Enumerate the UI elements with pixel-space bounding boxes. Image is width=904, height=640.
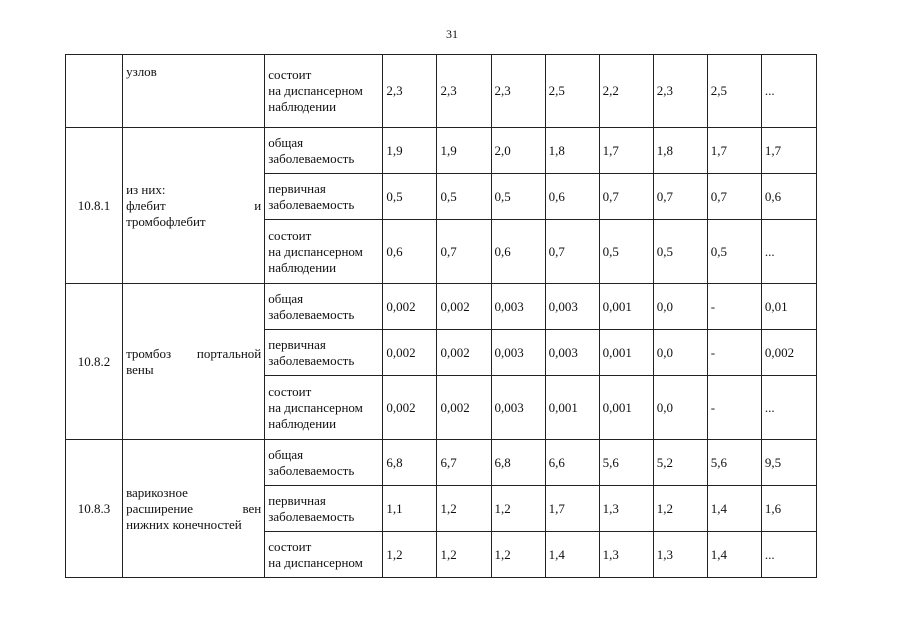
value-cell: 0,5 bbox=[437, 174, 491, 220]
indicator-cell: первичная заболеваемость bbox=[265, 330, 383, 376]
value-cell: 9,5 bbox=[761, 440, 816, 486]
value-cell: 2,5 bbox=[545, 55, 599, 128]
value-cell: 0,002 bbox=[383, 284, 437, 330]
value-cell: 0,0 bbox=[653, 330, 707, 376]
value-cell: 1,4 bbox=[707, 532, 761, 578]
value-cell: ... bbox=[761, 55, 816, 128]
value-cell: 1,4 bbox=[707, 486, 761, 532]
page-number: 31 bbox=[446, 27, 458, 41]
value-cell: 0,7 bbox=[653, 174, 707, 220]
value-cell: 0,6 bbox=[545, 174, 599, 220]
value-cell: 0,002 bbox=[383, 330, 437, 376]
value-cell: 1,2 bbox=[491, 486, 545, 532]
row-name: узлов bbox=[123, 55, 265, 128]
value-cell: 0,0 bbox=[653, 376, 707, 440]
value-cell: 0,002 bbox=[437, 284, 491, 330]
value-cell: 0,001 bbox=[599, 284, 653, 330]
table-row bbox=[66, 284, 817, 330]
value-cell: 6,6 bbox=[545, 440, 599, 486]
value-cell: ... bbox=[761, 532, 816, 578]
indicator-cell: состоит на диспансерном наблюдении bbox=[265, 376, 383, 440]
table-row bbox=[66, 440, 817, 486]
value-cell: 0,0 bbox=[653, 284, 707, 330]
value-cell: 1,9 bbox=[383, 128, 437, 174]
value-cell: ... bbox=[761, 220, 816, 284]
value-cell: 0,002 bbox=[437, 376, 491, 440]
indicator-cell: состоит на диспансерном наблюдении bbox=[265, 55, 383, 128]
value-cell: 5,6 bbox=[707, 440, 761, 486]
value-cell: 1,8 bbox=[653, 128, 707, 174]
value-cell: 0,002 bbox=[761, 330, 816, 376]
value-cell: 0,5 bbox=[383, 174, 437, 220]
value-cell: 0,7 bbox=[707, 174, 761, 220]
value-cell: 5,6 bbox=[599, 440, 653, 486]
value-cell: 1,3 bbox=[599, 486, 653, 532]
value-cell: 1,6 bbox=[761, 486, 816, 532]
table-row bbox=[66, 55, 817, 128]
value-cell: 0,6 bbox=[491, 220, 545, 284]
value-cell: 0,5 bbox=[491, 174, 545, 220]
value-cell: 1,3 bbox=[653, 532, 707, 578]
value-cell: 6,7 bbox=[437, 440, 491, 486]
value-cell: 2,5 bbox=[707, 55, 761, 128]
value-cell: 0,6 bbox=[383, 220, 437, 284]
value-cell: - bbox=[707, 330, 761, 376]
row-code: 10.8.2 bbox=[66, 284, 123, 440]
value-cell: 2,0 bbox=[491, 128, 545, 174]
row-code bbox=[66, 55, 123, 128]
value-cell: 1,4 bbox=[545, 532, 599, 578]
value-cell: 0,7 bbox=[437, 220, 491, 284]
value-cell: 1,7 bbox=[545, 486, 599, 532]
value-cell: 0,5 bbox=[599, 220, 653, 284]
value-cell: 6,8 bbox=[383, 440, 437, 486]
value-cell: 0,002 bbox=[437, 330, 491, 376]
value-cell: 0,7 bbox=[599, 174, 653, 220]
value-cell: 1,1 bbox=[383, 486, 437, 532]
value-cell: 0,003 bbox=[491, 376, 545, 440]
row-name: тромбоз портальной вены bbox=[123, 284, 265, 440]
value-cell: 0,001 bbox=[599, 376, 653, 440]
value-cell: 5,2 bbox=[653, 440, 707, 486]
value-cell: 2,3 bbox=[437, 55, 491, 128]
value-cell: 0,003 bbox=[491, 284, 545, 330]
value-cell: 1,7 bbox=[707, 128, 761, 174]
value-cell: 6,8 bbox=[491, 440, 545, 486]
value-cell: 1,2 bbox=[491, 532, 545, 578]
value-cell: 1,2 bbox=[383, 532, 437, 578]
value-cell: 2,3 bbox=[491, 55, 545, 128]
value-cell: 1,7 bbox=[599, 128, 653, 174]
value-cell: 2,3 bbox=[653, 55, 707, 128]
value-cell: - bbox=[707, 376, 761, 440]
indicator-cell: первичная заболеваемость bbox=[265, 486, 383, 532]
value-cell: 1,9 bbox=[437, 128, 491, 174]
indicator-cell: состоит на диспансерном наблюдении bbox=[265, 220, 383, 284]
value-cell: 0,003 bbox=[545, 330, 599, 376]
value-cell: 1,2 bbox=[653, 486, 707, 532]
value-cell: 0,003 bbox=[491, 330, 545, 376]
value-cell: 0,003 bbox=[545, 284, 599, 330]
value-cell: 0,5 bbox=[707, 220, 761, 284]
value-cell: 0,002 bbox=[383, 376, 437, 440]
value-cell: 2,2 bbox=[599, 55, 653, 128]
indicator-cell: общая заболеваемость bbox=[265, 128, 383, 174]
row-code: 10.8.3 bbox=[66, 440, 123, 578]
value-cell: 1,2 bbox=[437, 532, 491, 578]
value-cell: 0,6 bbox=[761, 174, 816, 220]
value-cell: 1,2 bbox=[437, 486, 491, 532]
indicator-cell: состоит на диспансерном bbox=[265, 532, 383, 578]
value-cell: 0,5 bbox=[653, 220, 707, 284]
row-name: варикозное расширение вен нижних конечностей bbox=[123, 440, 265, 578]
table-row bbox=[66, 128, 817, 174]
value-cell: 2,3 bbox=[383, 55, 437, 128]
indicator-cell: общая заболеваемость bbox=[265, 440, 383, 486]
indicator-cell: первичная заболеваемость bbox=[265, 174, 383, 220]
value-cell: 1,7 bbox=[761, 128, 816, 174]
value-cell: 1,3 bbox=[599, 532, 653, 578]
value-cell: 0,7 bbox=[545, 220, 599, 284]
value-cell: 0,01 bbox=[761, 284, 816, 330]
indicator-cell: общая заболеваемость bbox=[265, 284, 383, 330]
row-name: из них: флебит и тромбофлебит bbox=[123, 128, 265, 284]
value-cell: - bbox=[707, 284, 761, 330]
row-code: 10.8.1 bbox=[66, 128, 123, 284]
value-cell: ... bbox=[761, 376, 816, 440]
statistics-table bbox=[65, 54, 817, 578]
value-cell: 0,001 bbox=[545, 376, 599, 440]
value-cell: 1,8 bbox=[545, 128, 599, 174]
value-cell: 0,001 bbox=[599, 330, 653, 376]
